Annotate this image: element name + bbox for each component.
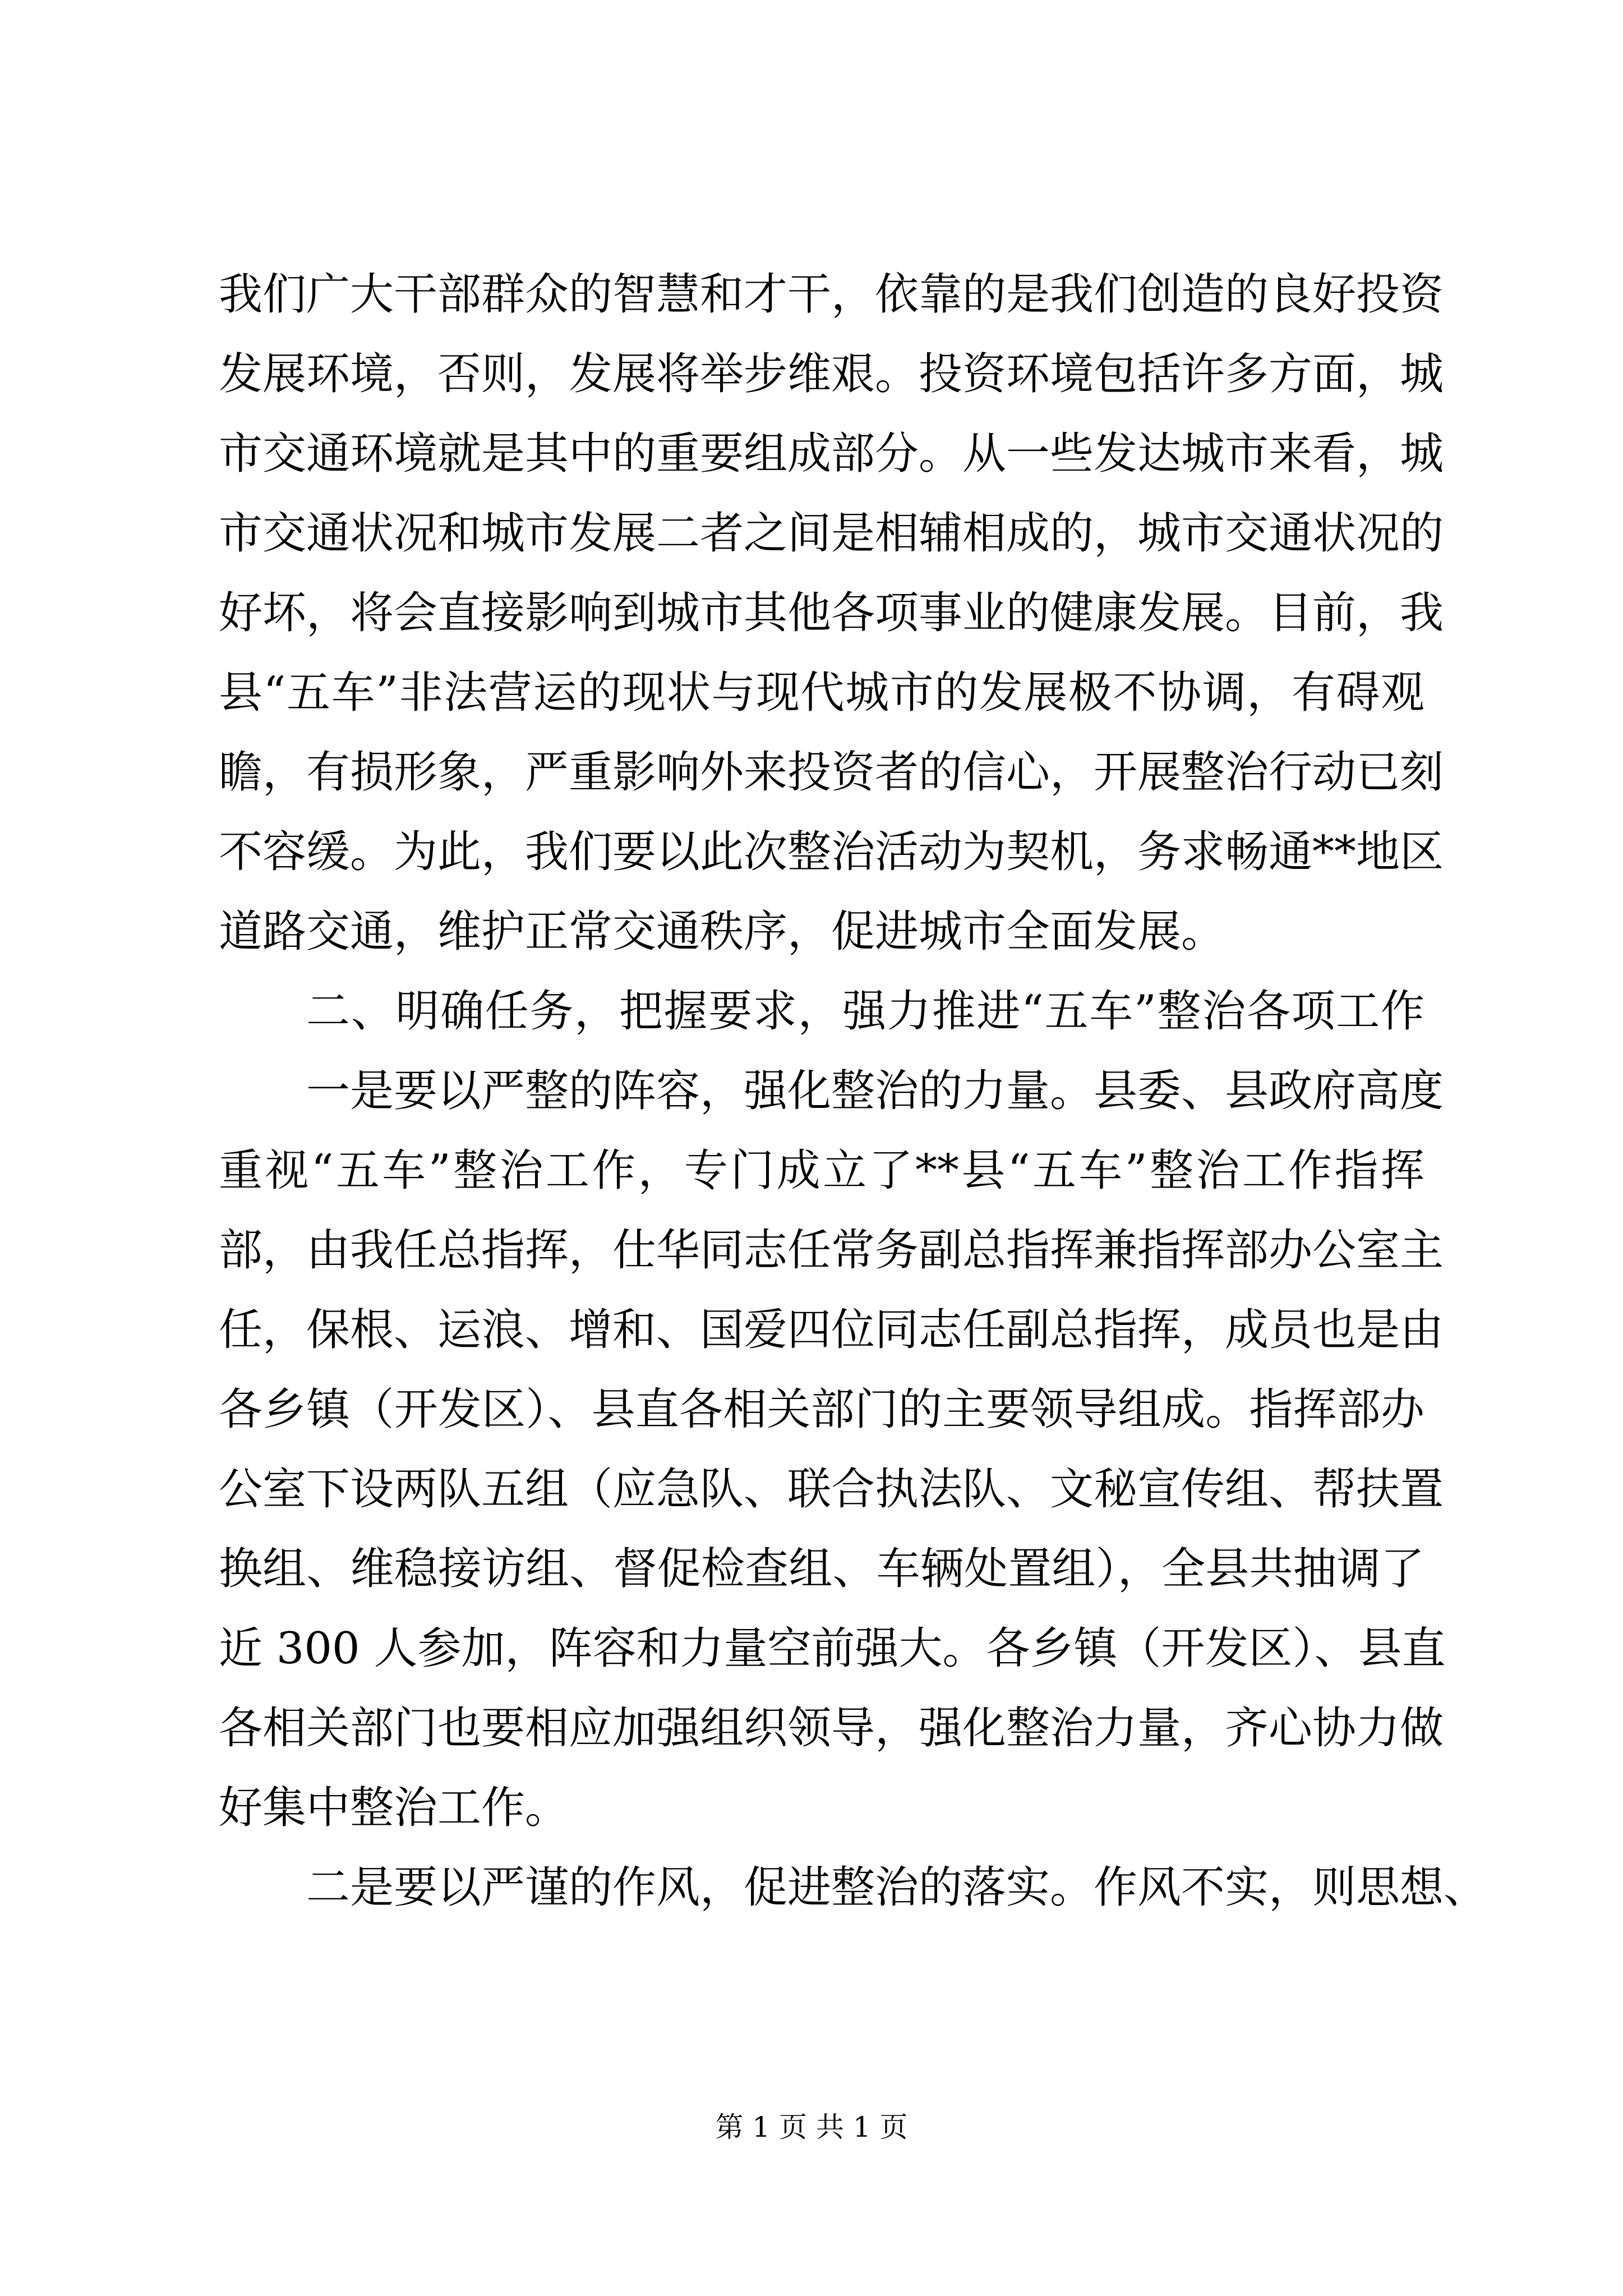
text-line: 任，保根、运浪、增和、国爱四位同志任副总指挥，成员也是由	[219, 1305, 1444, 1355]
text-line: 部，由我任总指挥，仕华同志任常务副总指挥兼指挥部办公室主	[219, 1225, 1444, 1276]
body-text	[219, 255, 1488, 1927]
text-line: 县“五车”非法营运的现状与现代城市的发展极不协调，有碍观	[219, 668, 1424, 718]
text-line: 一是要以严整的阵容，强化整治的力量。县委、县政府高度	[306, 1066, 1444, 1116]
page-footer: 第 1 页 共 1 页	[715, 2111, 908, 2143]
text-line: 各相关部门也要相应加强组织领导，强化整治力量，齐心协力做	[219, 1703, 1444, 1754]
text-line: 市交通状况和城市发展二者之间是相辅相成的，城市交通状况的	[219, 508, 1444, 559]
text-line: 市交通环境就是其中的重要组成部分。从一些发达城市来看，城	[219, 429, 1444, 479]
text-line: 公室下设两队五组（应急队、联合执法队、文秘宣传组、帮扶置	[219, 1464, 1444, 1515]
text-line: 重视“五车”整治工作，专门成立了**县“五车”整治工作指挥	[219, 1145, 1424, 1196]
text-line: 瞻，有损形象，严重影响外来投资者的信心，开展整治行动已刻	[219, 747, 1444, 798]
text-line: 各乡镇（开发区）、县直各相关部门的主要领导组成。指挥部办	[219, 1384, 1424, 1435]
text-line: 好坏，将会直接影响到城市其他各项事业的健康发展。目前，我	[219, 588, 1444, 638]
text-line: 近 300 人参加，阵容和力量空前强大。各乡镇（开发区）、县直	[219, 1623, 1446, 1674]
text-line: 好集中整治工作。	[219, 1783, 569, 1833]
section-heading: 二、明确任务，把握要求，强力推进“五车”整治各项工作	[306, 986, 1424, 1037]
text-line: 发展环境，否则，发展将举步维艰。投资环境包括许多方面，城	[219, 349, 1444, 399]
text-line: 换组、维稳接访组、督促检查组、车辆处置组），全县共抽调了	[219, 1544, 1424, 1594]
text-line: 二是要以严谨的作风，促进整治的落实。作风不实，则思想、	[306, 1862, 1488, 1913]
text-line: 不容缓。为此，我们要以此次整治活动为契机，务求畅通**地区	[219, 827, 1444, 877]
text-line: 我们广大干部群众的智慧和才干，依靠的是我们创造的良好投资	[219, 269, 1444, 320]
text-line: 道路交通，维护正常交通秩序，促进城市全面发展。	[219, 907, 1225, 957]
